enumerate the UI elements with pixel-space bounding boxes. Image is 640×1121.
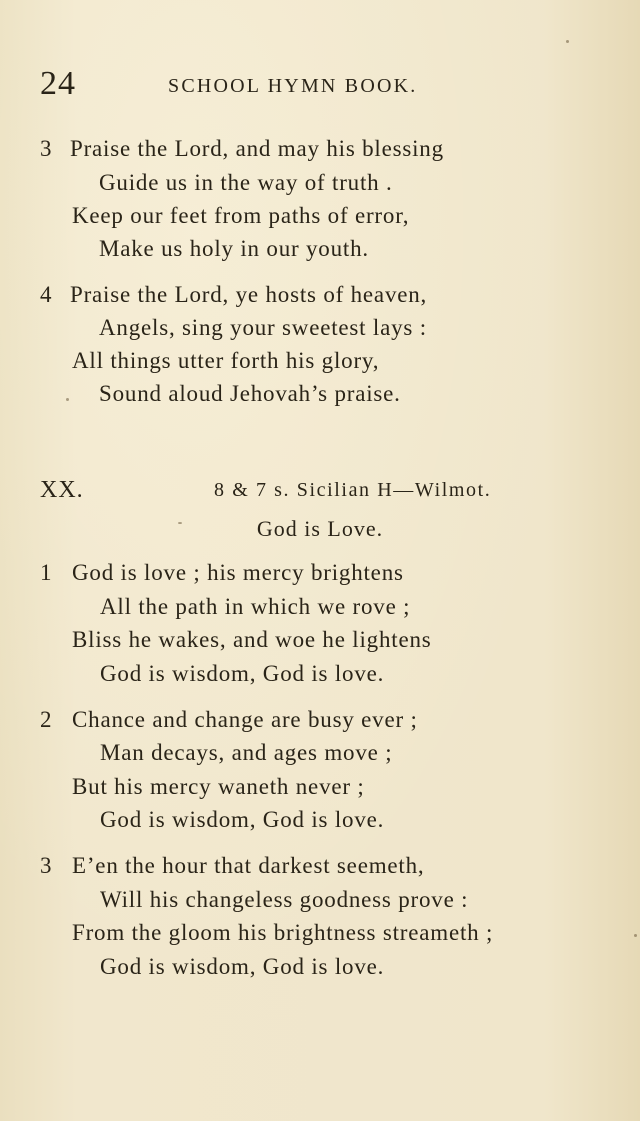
verse-line: Will his changeless goodness prove :	[100, 887, 469, 912]
paper-speck	[634, 934, 637, 937]
verse-line: But his mercy waneth never ;	[72, 774, 365, 799]
verse-line: God is wisdom, God is love.	[100, 661, 385, 686]
verse-line: Sound aloud Jehovah’s praise.	[99, 381, 401, 406]
verse-line: From the gloom his brightness streameth ;	[72, 920, 494, 945]
verse-line: E’en the hour that darkest seemeth,	[72, 853, 425, 878]
verse-line: All things utter forth his glory,	[72, 348, 380, 373]
verse-line: Praise the Lord, and may his blessing	[70, 136, 444, 161]
verse-line: Keep our feet from paths of error,	[72, 203, 410, 228]
paper-speck	[178, 522, 182, 524]
verse-line: God is wisdom, God is love.	[100, 954, 385, 979]
verse-number: 3	[40, 853, 52, 878]
verse-line: Chance and change are busy ever ;	[72, 707, 418, 732]
verse-number: 4	[40, 282, 52, 307]
hymn-meter-tune: 8 & 7 s. Sicilian H—Wilmot.	[214, 479, 492, 501]
paper-speck	[566, 40, 569, 43]
verse-line: God is wisdom, God is love.	[100, 807, 385, 832]
page-number: 24	[40, 65, 76, 102]
verse-number: 1	[40, 560, 52, 585]
verse-line: Guide us in the way of truth .	[99, 170, 393, 195]
paper-speck	[66, 398, 69, 401]
verse-number: 3	[40, 136, 52, 161]
verse-line: God is love ; his mercy brightens	[72, 560, 404, 585]
verse-number: 2	[40, 707, 52, 732]
verse-line: Man decays, and ages move ;	[100, 740, 393, 765]
verse-line: Angels, sing your sweetest lays :	[99, 315, 427, 340]
verse-line: Make us holy in our youth.	[99, 236, 369, 261]
running-head: SCHOOL HYMN BOOK.	[168, 75, 418, 97]
verse-line: Praise the Lord, ye hosts of heaven,	[70, 282, 428, 307]
verse-line: Bliss he wakes, and woe he lightens	[72, 627, 432, 652]
hymn-number: XX.	[40, 477, 84, 503]
verse-line: All the path in which we rove ;	[100, 594, 411, 619]
page-header	[40, 62, 600, 106]
hymn-title: God is Love.	[256, 516, 384, 541]
